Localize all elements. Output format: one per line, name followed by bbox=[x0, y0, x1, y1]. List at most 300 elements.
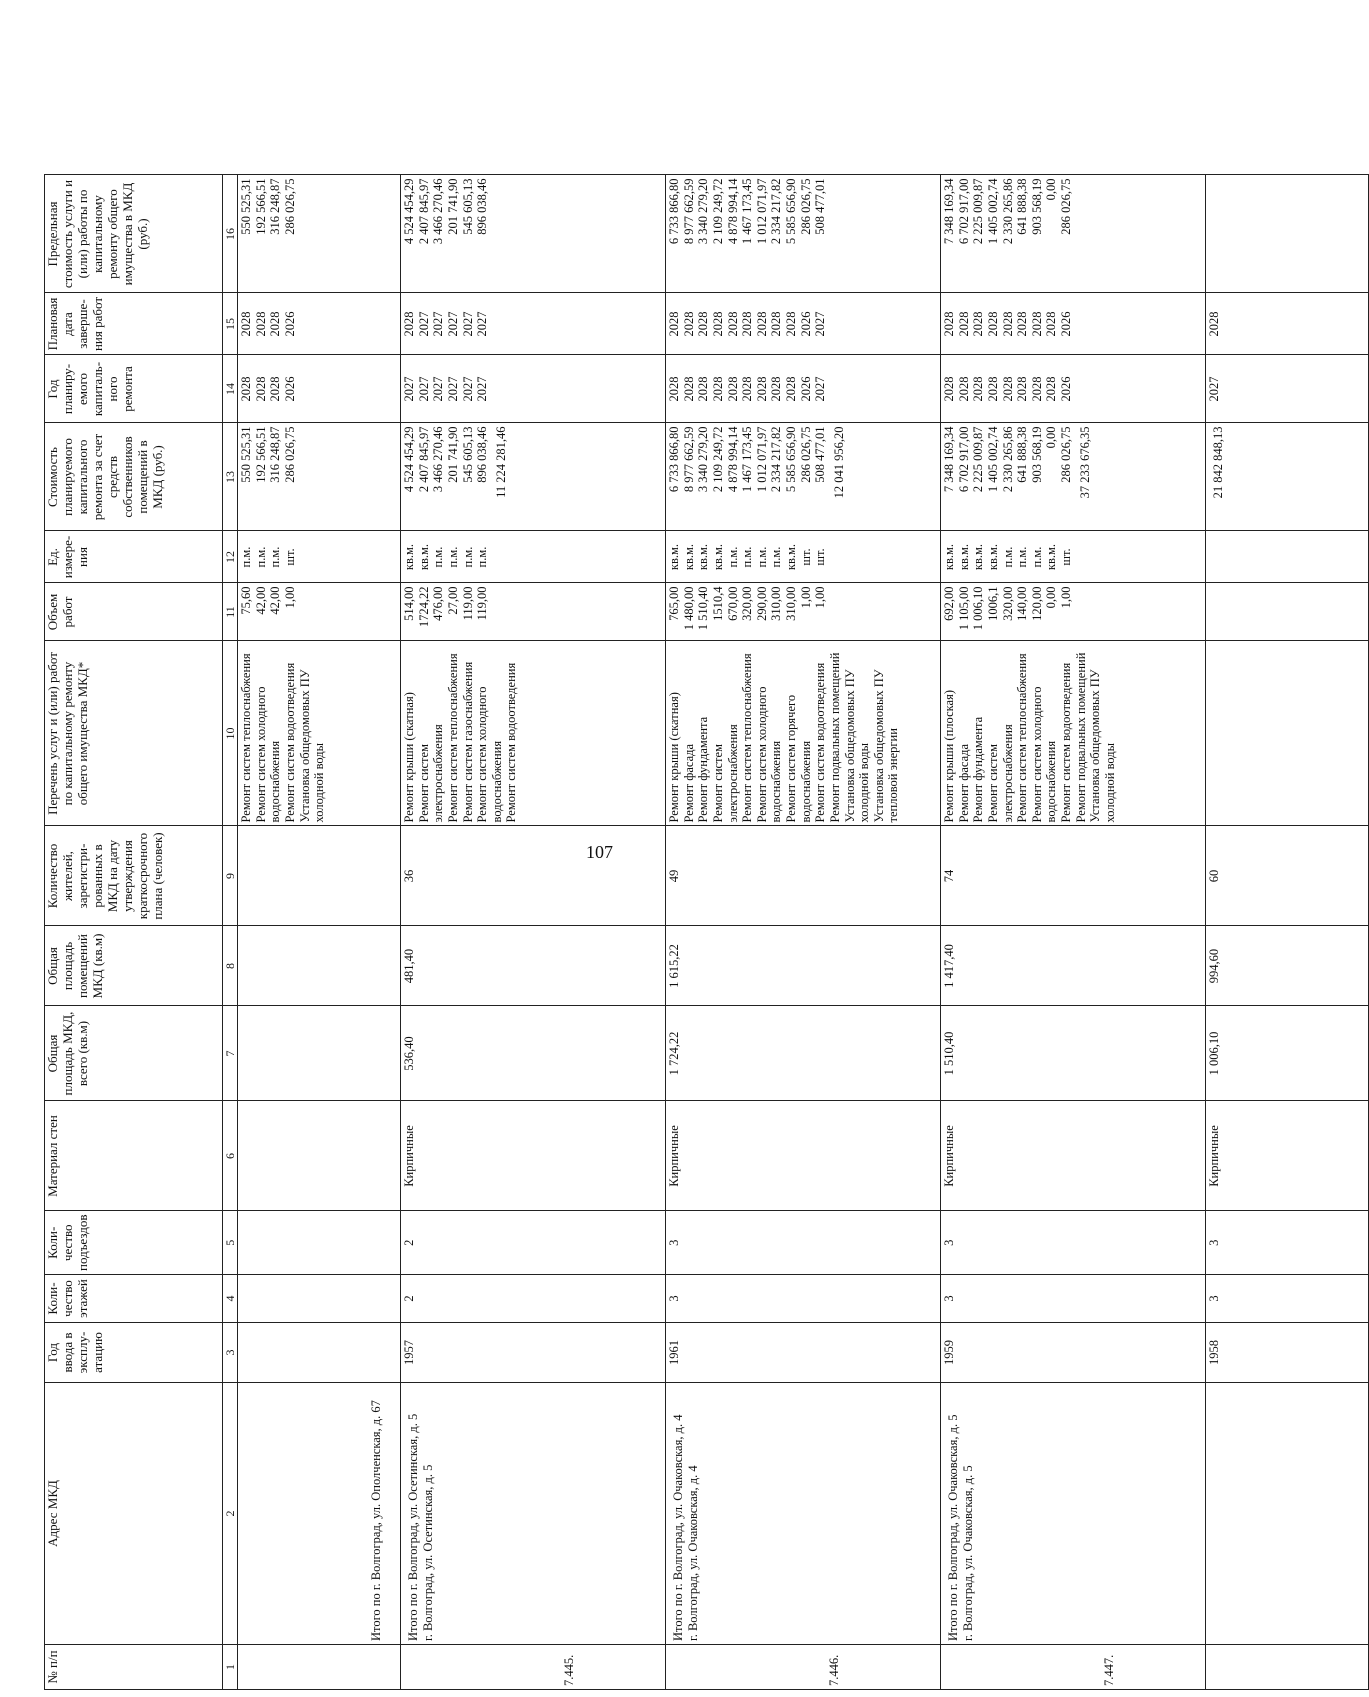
material-cell: Кирпичные bbox=[666, 1101, 941, 1211]
repair-year-cell bbox=[238, 355, 401, 423]
column-header: Перечень услуг и (или) работ по капитальному ремонту общего имущества МКД* bbox=[45, 641, 223, 826]
limit-cost-cell-item: 286 026,75 bbox=[798, 178, 813, 235]
column-header: Общая площадь МКД, всего (кв.м) bbox=[45, 1006, 223, 1101]
volume-cell-item: 1006,1 bbox=[985, 586, 1000, 621]
cost-cell-item: 641 888,38 bbox=[1015, 426, 1030, 483]
works-cell-item: Ремонт фасада bbox=[956, 743, 971, 823]
repair-year-cell bbox=[666, 355, 941, 423]
total-cost: 11 224 281,46 bbox=[493, 426, 508, 498]
volume-cell-item: 1510,4 bbox=[710, 586, 725, 621]
works-cell bbox=[1206, 641, 1369, 826]
cost-cell-item: 5 585 656,90 bbox=[784, 426, 799, 493]
end-date-cell-item: 2027 bbox=[416, 311, 431, 337]
cost-cell-item: 2 225 009,87 bbox=[971, 426, 986, 493]
unit-cell-item: п.м. bbox=[1000, 546, 1015, 568]
repair-year-cell-item: 2028 bbox=[956, 376, 971, 402]
works-cell-item: Ремонт систем теплоснабжения bbox=[740, 653, 755, 823]
end-date-cell-item: 2028 bbox=[402, 311, 417, 337]
end-date-cell-item: 2028 bbox=[239, 311, 254, 337]
end-date-cell-item: 2028 bbox=[971, 311, 986, 337]
cost-cell-item: 550 525,31 bbox=[239, 426, 254, 483]
limit-cost-cell-item: 903 568,19 bbox=[1029, 178, 1044, 235]
works-cell-item: Установка общедомовых ПУ холодной воды bbox=[842, 669, 872, 823]
volume-cell-item: 1 510,40 bbox=[696, 586, 711, 631]
column-number: 8 bbox=[223, 926, 238, 1006]
cost-cell-item: 903 568,19 bbox=[1029, 426, 1044, 483]
limit-cost-cell-item: 286 026,75 bbox=[1059, 178, 1074, 235]
unit-cell-item: п.м. bbox=[1029, 546, 1044, 568]
total-year: 2027 bbox=[1207, 376, 1222, 402]
cost-cell-item: 2 109 249,72 bbox=[710, 426, 725, 493]
address-text: г. Волгоград, ул. Очаковская, д. 4 bbox=[685, 1465, 700, 1641]
works-cell-item: Ремонт подвальных помещений bbox=[1073, 652, 1088, 823]
volume-cell-item: 1 480,00 bbox=[681, 586, 696, 631]
unit-cell-item: кв.м. bbox=[956, 543, 971, 571]
volume-cell-item: 514,00 bbox=[402, 586, 417, 621]
column-number-row bbox=[223, 175, 238, 1690]
volume-cell-item: 0,00 bbox=[1044, 586, 1059, 609]
unit-cell bbox=[238, 531, 401, 583]
cost-cell-item: 316 248,87 bbox=[268, 426, 283, 483]
column-number: 2 bbox=[223, 1383, 238, 1645]
limit-cost-cell-item: 4 878 994,14 bbox=[725, 178, 740, 245]
volume-cell-item: 75,60 bbox=[239, 586, 254, 615]
end-date-cell-item: 2028 bbox=[681, 311, 696, 337]
cost-cell bbox=[941, 423, 1206, 531]
limit-cost-cell-item: 6 733 866,80 bbox=[667, 178, 682, 245]
total-label: Итого по г. Волгоград, ул. Очаковская, д. 4 bbox=[671, 1414, 686, 1641]
repair-year-cell-item: 2027 bbox=[475, 376, 490, 402]
cost-cell-item: 2 330 265,86 bbox=[1000, 426, 1015, 493]
unit-cell bbox=[666, 531, 941, 583]
limit-cost-cell-item: 508 477,01 bbox=[813, 178, 828, 235]
residents-cell: 74 bbox=[941, 826, 1206, 926]
cost-cell bbox=[1206, 423, 1369, 531]
column-header: Год планиру-емого капиталь-ного ремонта bbox=[45, 355, 223, 423]
end-date-cell-item: 2028 bbox=[710, 311, 725, 337]
cost-cell bbox=[666, 423, 941, 531]
cost-cell-item: 0,00 bbox=[1044, 426, 1059, 449]
cost-cell-item: 192 566,51 bbox=[253, 426, 268, 483]
total-label: Итого по г. Волгоград, ул. Ополченская, д. 67 bbox=[369, 1400, 384, 1641]
address-cell bbox=[941, 1383, 1206, 1645]
end-date-cell-item: 2027 bbox=[445, 311, 460, 337]
unit-cell-item: кв.м. bbox=[985, 543, 1000, 571]
limit-cost-cell-item: 7 348 169,34 bbox=[942, 178, 957, 245]
end-date-cell-item: 2026 bbox=[1059, 311, 1074, 337]
row-number-cell bbox=[941, 1645, 1206, 1690]
end-date-cell-item: 2027 bbox=[431, 311, 446, 337]
limit-cost-cell-item: 2 407 845,97 bbox=[416, 178, 431, 245]
repair-year-cell-item: 2028 bbox=[784, 376, 799, 402]
limit-cost-cell-item: 3 340 279,20 bbox=[696, 178, 711, 245]
limit-cost-cell-item: 2 334 217,82 bbox=[769, 178, 784, 245]
floors-cell: 3 bbox=[1206, 1275, 1369, 1323]
unit-cell-item: п.м. bbox=[268, 546, 283, 568]
limit-cost-cell-item: 316 248,87 bbox=[268, 178, 283, 235]
floors-cell: 3 bbox=[666, 1275, 941, 1323]
column-number: 5 bbox=[223, 1211, 238, 1275]
table-row bbox=[401, 175, 666, 1690]
repair-year-cell-item: 2028 bbox=[725, 376, 740, 402]
column-header: Ед. измере-ния bbox=[45, 531, 223, 583]
works-cell bbox=[401, 641, 666, 826]
limit-cost-cell-item: 8 977 662,59 bbox=[681, 178, 696, 245]
limit-cost-cell bbox=[941, 175, 1206, 293]
unit-cell bbox=[941, 531, 1206, 583]
repair-plan-table bbox=[44, 175, 1369, 1691]
column-number: 3 bbox=[223, 1323, 238, 1383]
end-date-cell-item: 2028 bbox=[696, 311, 711, 337]
column-header: Год ввода в эксплу-атацию bbox=[45, 1323, 223, 1383]
works-cell-item: Ремонт фундамента bbox=[696, 716, 711, 823]
works-cell-item: Ремонт фундамента bbox=[971, 716, 986, 823]
volume-cell-item: 140,00 bbox=[1015, 586, 1030, 621]
cost-cell-item: 4 878 994,14 bbox=[725, 426, 740, 493]
end-date-cell-item: 2027 bbox=[460, 311, 475, 337]
repair-year-cell-item: 2028 bbox=[754, 376, 769, 402]
end-date-cell-item: 2028 bbox=[725, 311, 740, 337]
repair-year-cell-item: 2027 bbox=[431, 376, 446, 402]
cost-cell-item: 201 741,90 bbox=[445, 426, 460, 483]
unit-cell-item: шт. bbox=[813, 548, 828, 566]
end-date-cell-item: 2028 bbox=[667, 311, 682, 337]
residents-cell: 60 bbox=[1206, 826, 1369, 926]
end-date-cell-item: 2028 bbox=[253, 311, 268, 337]
limit-cost-cell-item: 6 702 917,00 bbox=[956, 178, 971, 245]
volume-cell-item: 1,00 bbox=[813, 586, 828, 609]
area-rooms-cell: 481,40 bbox=[401, 926, 666, 1006]
works-cell-item: Ремонт крыши (скатная) bbox=[667, 692, 682, 823]
works-cell-item: Ремонт систем холодного водоснабжения bbox=[253, 686, 283, 823]
works-cell-item: Ремонт систем электроснабжения bbox=[985, 724, 1015, 823]
volume-cell-item: 320,00 bbox=[740, 586, 755, 621]
repair-year-cell-item: 2026 bbox=[282, 376, 297, 402]
cost-cell-item: 896 038,46 bbox=[475, 426, 490, 483]
cost-cell-item: 8 977 662,59 bbox=[681, 426, 696, 493]
limit-cost-cell-item: 4 524 454,29 bbox=[402, 178, 417, 245]
column-header: Количество жителей, зарегистри-рованных в МКД на дату утверждения краткосрочного плана (человек) bbox=[45, 826, 223, 926]
column-header: Коли-чество этажей bbox=[45, 1275, 223, 1323]
end-date-cell-item: 2028 bbox=[784, 311, 799, 337]
unit-cell-item: п.м. bbox=[431, 546, 446, 568]
table-row bbox=[666, 175, 941, 1690]
repair-year-cell bbox=[1206, 355, 1369, 423]
limit-cost-cell-item: 1 405 002,74 bbox=[985, 178, 1000, 245]
repair-year-cell-item: 2028 bbox=[971, 376, 986, 402]
total-end: 2028 bbox=[1207, 311, 1222, 337]
address-text: г. Волгоград, ул. Осетинская, д. 5 bbox=[420, 1464, 435, 1641]
volume-cell-item: 1,00 bbox=[1059, 586, 1074, 609]
limit-cost-cell bbox=[666, 175, 941, 293]
row-number-cell bbox=[401, 1645, 666, 1690]
unit-cell-item: кв.м. bbox=[402, 543, 417, 571]
end-date-cell bbox=[1206, 293, 1369, 355]
end-date-cell-item: 2028 bbox=[985, 311, 1000, 337]
works-cell-item: Ремонт крыши (плоская) bbox=[942, 690, 957, 823]
repair-year-cell-item: 2028 bbox=[253, 376, 268, 402]
unit-cell-item: кв.м. bbox=[971, 543, 986, 571]
unit-cell-item: п.м. bbox=[475, 546, 490, 568]
limit-cost-cell-item: 545 605,13 bbox=[460, 178, 475, 235]
works-cell-item: Установка общедомовых ПУ тепловой энергии bbox=[871, 669, 901, 823]
unit-cell bbox=[401, 531, 666, 583]
unit-cell-item: п.м. bbox=[725, 546, 740, 568]
works-cell-item: Ремонт систем горячего водоснабжения bbox=[784, 694, 813, 823]
column-number: 10 bbox=[223, 641, 238, 826]
row-number: 7.445. bbox=[562, 1654, 577, 1686]
column-number: 6 bbox=[223, 1101, 238, 1211]
works-cell-item: Ремонт крыши (скатная) bbox=[402, 692, 417, 823]
residents-cell: 49 bbox=[666, 826, 941, 926]
limit-cost-cell-item: 3 466 270,46 bbox=[431, 178, 446, 245]
cost-cell-item: 7 348 169,34 bbox=[942, 426, 957, 493]
works-cell-item: Ремонт систем теплоснабжения bbox=[239, 653, 254, 823]
volume-cell-item: 27,00 bbox=[445, 586, 460, 615]
end-date-cell-item: 2028 bbox=[740, 311, 755, 337]
repair-year-cell-item: 2027 bbox=[402, 376, 417, 402]
volume-cell-item: 1,00 bbox=[798, 586, 813, 609]
column-header: Материал стен bbox=[45, 1101, 223, 1211]
end-date-cell bbox=[238, 293, 401, 355]
area-rooms-cell: 1 417,40 bbox=[941, 926, 1206, 1006]
cost-cell bbox=[401, 423, 666, 531]
repair-year-cell-item: 2026 bbox=[1059, 376, 1074, 402]
end-date-cell-item: 2027 bbox=[475, 311, 490, 337]
unit-cell-item: кв.м. bbox=[681, 543, 696, 571]
cost-cell-item: 3 466 270,46 bbox=[431, 426, 446, 493]
cost-cell-item: 6 733 866,80 bbox=[667, 426, 682, 493]
repair-year-cell-item: 2028 bbox=[1029, 376, 1044, 402]
repair-year-cell-item: 2027 bbox=[460, 376, 475, 402]
year-cell bbox=[238, 1323, 401, 1383]
works-cell-item: Ремонт фасада bbox=[681, 743, 696, 823]
works-cell bbox=[941, 641, 1206, 826]
column-number: 4 bbox=[223, 1275, 238, 1323]
unit-cell-item: п.м. bbox=[740, 546, 755, 568]
works-cell-item: Ремонт систем водоотведения bbox=[282, 662, 297, 823]
repair-year-cell-item: 2028 bbox=[769, 376, 784, 402]
cost-cell-item: 1 467 173,45 bbox=[740, 426, 755, 493]
cost-cell-item: 3 340 279,20 bbox=[696, 426, 711, 493]
unit-cell-item: кв.м. bbox=[710, 543, 725, 571]
volume-cell bbox=[666, 583, 941, 641]
unit-cell-item: шт. bbox=[282, 548, 297, 566]
limit-cost-cell-item: 5 585 656,90 bbox=[784, 178, 799, 245]
row-number: 7.447. bbox=[1102, 1654, 1117, 1686]
works-cell bbox=[666, 641, 941, 826]
total-cost: 12 041 956,20 bbox=[831, 426, 846, 499]
entrances-cell: 2 bbox=[401, 1211, 666, 1275]
column-number: 12 bbox=[223, 531, 238, 583]
column-header: Коли-чество подъездов bbox=[45, 1211, 223, 1275]
works-cell-item: Ремонт систем водоотведения bbox=[1059, 662, 1074, 823]
repair-year-cell-item: 2028 bbox=[1000, 376, 1015, 402]
table-row bbox=[941, 175, 1206, 1690]
works-cell-item: Установка общедомовых ПУ холодной воды bbox=[297, 669, 327, 823]
cost-cell-item: 286 026,75 bbox=[282, 426, 297, 483]
cost-cell-item: 2 334 217,82 bbox=[769, 426, 784, 493]
volume-cell bbox=[941, 583, 1206, 641]
row-number: 7.446. bbox=[827, 1654, 842, 1686]
repair-year-cell-item: 2028 bbox=[239, 376, 254, 402]
works-cell bbox=[238, 641, 401, 826]
column-number: 13 bbox=[223, 423, 238, 531]
works-cell-item: Ремонт систем холодного водоснабжения bbox=[475, 686, 504, 823]
page-number: 107 bbox=[586, 842, 613, 862]
address-text: г. Волгоград, ул. Очаковская, д. 5 bbox=[960, 1465, 975, 1641]
volume-cell bbox=[401, 583, 666, 641]
year-cell: 1958 bbox=[1206, 1323, 1369, 1383]
entrances-cell bbox=[238, 1211, 401, 1275]
end-date-cell-item: 2028 bbox=[956, 311, 971, 337]
column-number: 7 bbox=[223, 1006, 238, 1101]
volume-cell-item: 1724,22 bbox=[416, 586, 431, 628]
limit-cost-cell-item: 1 012 071,97 bbox=[754, 178, 769, 245]
row-number-cell bbox=[1206, 1645, 1369, 1690]
end-date-cell-item: 2027 bbox=[813, 311, 828, 337]
address-cell bbox=[1206, 1383, 1369, 1645]
unit-cell-item: п.м. bbox=[769, 546, 784, 568]
works-cell-item: Ремонт систем теплоснабжения bbox=[445, 653, 460, 823]
address-cell bbox=[666, 1383, 941, 1645]
row-number-cell bbox=[666, 1645, 941, 1690]
limit-cost-cell-item: 0,00 bbox=[1044, 178, 1059, 201]
cost-cell-item: 545 605,13 bbox=[460, 426, 475, 483]
repair-year-cell-item: 2028 bbox=[667, 376, 682, 402]
volume-cell-item: 42,00 bbox=[253, 586, 268, 615]
cost-cell-item: 286 026,75 bbox=[798, 426, 813, 483]
row-number-cell bbox=[238, 1645, 401, 1690]
unit-cell-item: п.м. bbox=[1015, 546, 1030, 568]
works-cell-item: Ремонт систем водоотведения bbox=[504, 662, 519, 823]
column-number: 11 bbox=[223, 583, 238, 641]
volume-cell-item: 670,00 bbox=[725, 586, 740, 621]
unit-cell-item: п.м. bbox=[460, 546, 475, 568]
address-cell bbox=[238, 1383, 401, 1645]
works-cell-item: Ремонт систем электроснабжения bbox=[416, 724, 446, 823]
entrances-cell: 3 bbox=[666, 1211, 941, 1275]
floors-cell bbox=[238, 1275, 401, 1323]
area-total-cell: 536,40 bbox=[401, 1006, 666, 1101]
cost-cell bbox=[238, 423, 401, 531]
limit-cost-cell-item: 2 109 249,72 bbox=[710, 178, 725, 245]
repair-year-cell-item: 2028 bbox=[1015, 376, 1030, 402]
works-cell-item: Ремонт систем газоснабжения bbox=[460, 661, 475, 823]
year-cell: 1959 bbox=[941, 1323, 1206, 1383]
entrances-cell: 3 bbox=[941, 1211, 1206, 1275]
cost-cell-item: 508 477,01 bbox=[813, 426, 828, 483]
table-row bbox=[1206, 175, 1369, 1690]
limit-cost-cell-item: 192 566,51 bbox=[253, 178, 268, 235]
end-date-cell-item: 2028 bbox=[1000, 311, 1015, 337]
column-number: 15 bbox=[223, 293, 238, 355]
unit-cell-item: п.м. bbox=[754, 546, 769, 568]
unit-cell-item: кв.м. bbox=[942, 543, 957, 571]
repair-year-cell-item: 2028 bbox=[681, 376, 696, 402]
end-date-cell-item: 2028 bbox=[1044, 311, 1059, 337]
volume-cell bbox=[238, 583, 401, 641]
works-cell-item: Ремонт систем электроснабжения bbox=[710, 724, 740, 823]
unit-cell-item: кв.м. bbox=[667, 543, 682, 571]
column-number: 16 bbox=[223, 175, 238, 293]
column-number: 14 bbox=[223, 355, 238, 423]
repair-year-cell-item: 2028 bbox=[740, 376, 755, 402]
area-total-cell: 1 510,40 bbox=[941, 1006, 1206, 1101]
volume-cell-item: 120,00 bbox=[1029, 586, 1044, 621]
end-date-cell-item: 2028 bbox=[769, 311, 784, 337]
cost-cell-item: 2 407 845,97 bbox=[416, 426, 431, 493]
volume-cell-item: 310,00 bbox=[784, 586, 799, 621]
repair-year-cell-item: 2028 bbox=[1044, 376, 1059, 402]
area-rooms-cell bbox=[238, 926, 401, 1006]
volume-cell-item: 119,00 bbox=[460, 586, 475, 621]
cost-cell-item: 6 702 917,00 bbox=[956, 426, 971, 493]
total-label: Итого по г. Волгоград, ул. Очаковская, д. 5 bbox=[946, 1414, 961, 1641]
limit-cost-cell-item: 286 026,75 bbox=[282, 178, 297, 235]
residents-cell: 36 bbox=[401, 826, 666, 926]
limit-cost-cell bbox=[238, 175, 401, 293]
unit-cell-item: кв.м. bbox=[416, 543, 431, 571]
year-cell: 1957 bbox=[401, 1323, 666, 1383]
repair-year-cell-item: 2027 bbox=[445, 376, 460, 402]
works-cell-item: Ремонт подвальных помещений bbox=[827, 652, 842, 823]
material-cell: Кирпичные bbox=[941, 1101, 1206, 1211]
area-total-cell: 1 006,10 bbox=[1206, 1006, 1369, 1101]
floors-cell: 2 bbox=[401, 1275, 666, 1323]
limit-cost-cell-item: 550 525,31 bbox=[239, 178, 254, 235]
column-header: Предельная стоимость услуги и (или) работы по капитальному ремонту общего имущества в МКД (руб.) bbox=[45, 175, 223, 293]
column-header: Стоимость планируемого капитального ремонта за счет средств собственников помещений в МКД (руб.) bbox=[45, 423, 223, 531]
rotated-table-container bbox=[44, 40, 1226, 1690]
entrances-cell: 3 bbox=[1206, 1211, 1369, 1275]
header-row bbox=[45, 175, 223, 1690]
column-header: № п/п bbox=[45, 1645, 223, 1690]
repair-year-cell bbox=[401, 355, 666, 423]
end-date-cell bbox=[401, 293, 666, 355]
unit-cell-item: кв.м. bbox=[696, 543, 711, 571]
unit-cell-item: шт. bbox=[798, 548, 813, 566]
area-rooms-cell: 994,60 bbox=[1206, 926, 1369, 1006]
unit-cell-item: п.м. bbox=[445, 546, 460, 568]
repair-year-cell bbox=[941, 355, 1206, 423]
repair-year-cell-item: 2028 bbox=[985, 376, 1000, 402]
limit-cost-cell-item: 2 225 009,87 bbox=[971, 178, 986, 245]
volume-cell-item: 290,00 bbox=[754, 586, 769, 621]
repair-year-cell-item: 2028 bbox=[268, 376, 283, 402]
limit-cost-cell-item: 641 888,38 bbox=[1015, 178, 1030, 235]
works-cell-item: Установка общедомовых ПУ холодной воды bbox=[1088, 669, 1117, 823]
unit-cell bbox=[1206, 531, 1369, 583]
volume-cell-item: 1,00 bbox=[282, 586, 297, 609]
end-date-cell bbox=[941, 293, 1206, 355]
column-number: 1 bbox=[223, 1645, 238, 1690]
year-cell: 1961 bbox=[666, 1323, 941, 1383]
volume-cell-item: 1 006,10 bbox=[971, 586, 986, 631]
cost-cell-item: 4 524 454,29 bbox=[402, 426, 417, 493]
column-header: Общая площадь помещений МКД (кв.м) bbox=[45, 926, 223, 1006]
cost-cell-item: 286 026,75 bbox=[1059, 426, 1074, 483]
limit-cost-cell-item: 201 741,90 bbox=[445, 178, 460, 235]
residents-cell bbox=[238, 826, 401, 926]
end-date-cell-item: 2026 bbox=[282, 311, 297, 337]
material-cell: Кирпичные bbox=[1206, 1101, 1369, 1211]
column-number: 9 bbox=[223, 826, 238, 926]
end-date-cell-item: 2026 bbox=[798, 311, 813, 337]
cost-cell-item: 1 405 002,74 bbox=[985, 426, 1000, 493]
repair-year-cell-item: 2027 bbox=[813, 376, 828, 402]
repair-year-cell-item: 2027 bbox=[416, 376, 431, 402]
